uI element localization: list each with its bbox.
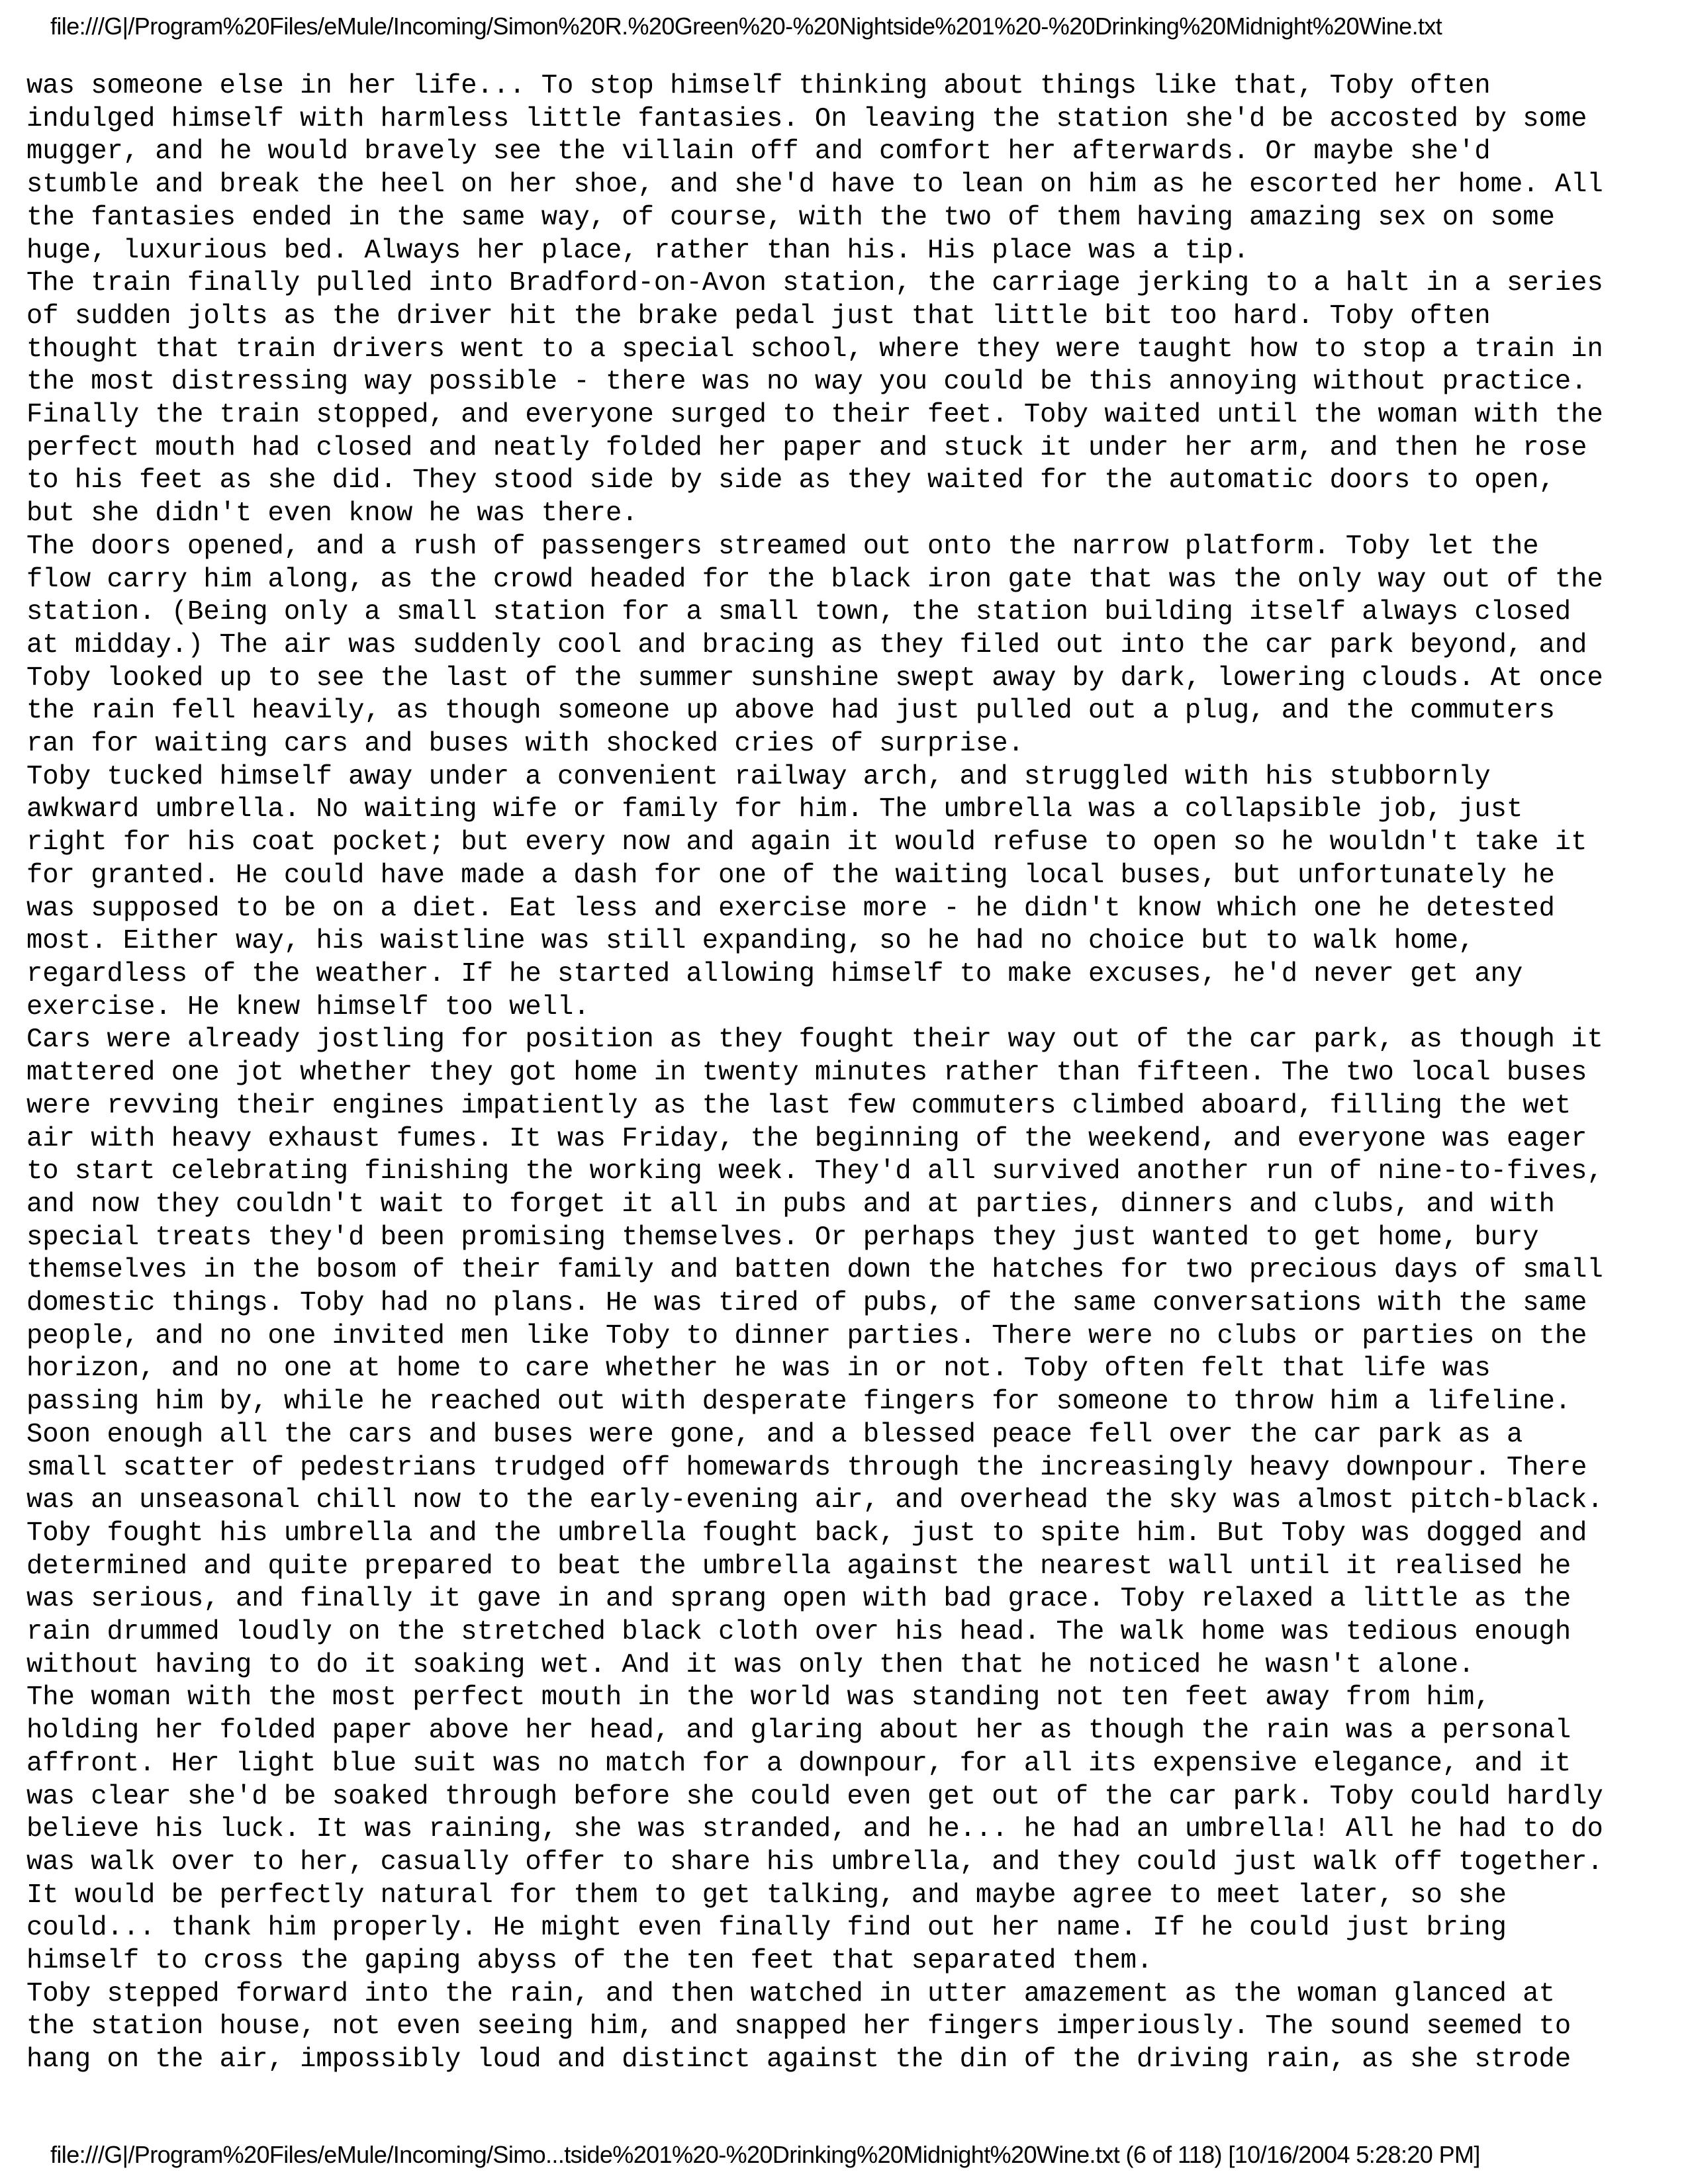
text-line: was an unseasonal chill now to the early-evening air, and overhead the sky was almost pitch-black. xyxy=(26,1485,1603,1516)
text-line: without having to do it soaking wet. And it was only then that he noticed he wasn't alone. xyxy=(26,1649,1475,1680)
text-line: was supposed to be on a diet. Eat less and exercise more - he didn't know which one he detested xyxy=(26,893,1555,924)
text-line: station. (Being only a small station for a small town, the station building itself always closed xyxy=(26,597,1571,628)
text-line: but she didn't even know he was there. xyxy=(26,498,638,529)
text-line: right for his coat pocket; but every now and again it would refuse to open so he wouldn't take it xyxy=(26,827,1587,858)
text-line: It would be perfectly natural for them to get talking, and maybe agree to meet later, so she xyxy=(26,1880,1507,1911)
text-line: Toby stepped forward into the rain, and then watched in utter amazement as the woman glanced at xyxy=(26,1978,1555,2009)
text-line: was someone else in her life... To stop himself thinking about things like that, Toby often xyxy=(26,71,1491,101)
text-line: determined and quite prepared to beat the umbrella against the nearest wall until it realised he xyxy=(26,1551,1571,1582)
text-line: rain drummed loudly on the stretched black cloth over his head. The walk home was tedious enough xyxy=(26,1617,1571,1648)
page-footer: file:///G|/Program%20Files/eMule/Incoming/Simo...tside%201%20-%20Drinking%20Midnight%20Wine.txt (6 of 118) [10/16/2004 5:28:20 PM] xyxy=(50,2141,1480,2168)
text-line: thought that train drivers went to a special school, where they were taught how to stop a train in xyxy=(26,334,1603,365)
text-line: indulged himself with harmless little fantasies. On leaving the station she'd be accosted by some xyxy=(26,103,1587,134)
text-line: Finally the train stopped, and everyone surged to their feet. Toby waited until the woman with the xyxy=(26,400,1603,431)
text-line: Toby tucked himself away under a convenient railway arch, and struggled with his stubbornly xyxy=(26,761,1491,792)
text-line: domestic things. Toby had no plans. He was tired of pubs, of the same conversations with the same xyxy=(26,1288,1587,1319)
text-line: and now they couldn't wait to forget it all in pubs and at parties, dinners and clubs, and with xyxy=(26,1189,1555,1220)
text-line: perfect mouth had closed and neatly folded her paper and stuck it under her arm, and then he rose xyxy=(26,432,1587,463)
text-line: The doors opened, and a rush of passengers streamed out onto the narrow platform. Toby let the xyxy=(26,531,1539,562)
text-line: of sudden jolts as the driver hit the brake pedal just that little bit too hard. Toby often xyxy=(26,300,1491,332)
text-line: Toby fought his umbrella and the umbrella fought back, just to spite him. But Toby was dogged and xyxy=(26,1518,1587,1549)
text-line: huge, luxurious bed. Always her place, rather than his. His place was a tip. xyxy=(26,235,1250,266)
text-line: horizon, and no one at home to care whether he was in or not. Toby often felt that life was xyxy=(26,1353,1491,1385)
text-line: Soon enough all the cars and buses were gone, and a blessed peace fell over the car park as a xyxy=(26,1419,1523,1450)
text-line: The train finally pulled into Bradford-on-Avon station, the carriage jerking to a halt in a series xyxy=(26,268,1603,299)
text-line: the rain fell heavily, as though someone up above had just pulled out a plug, and the commuters xyxy=(26,696,1555,727)
text-line: the fantasies ended in the same way, of course, with the two of them having amazing sex on some xyxy=(26,202,1555,233)
text-line: holding her folded paper above her head, and glaring about her as though the rain was a personal xyxy=(26,1715,1571,1747)
text-line: Toby looked up to see the last of the summer sunshine swept away by dark, lowering clouds. At once xyxy=(26,662,1603,694)
text-line: exercise. He knew himself too well. xyxy=(26,991,590,1023)
text-line: believe his luck. It was raining, she was stranded, and he... he had an umbrella! All he had to do xyxy=(26,1814,1603,1845)
text-line: to his feet as she did. They stood side by side as they waited for the automatic doors to open, xyxy=(26,465,1555,496)
text-line: The woman with the most perfect mouth in the world was standing not ten feet away from him, xyxy=(26,1682,1491,1713)
text-line: air with heavy exhaust fumes. It was Friday, the beginning of the weekend, and everyone was eager xyxy=(26,1123,1587,1154)
text-line: could... thank him properly. He might even finally find out her name. If he could just bring xyxy=(26,1913,1507,1944)
text-line: stumble and break the heel on her shoe, and she'd have to lean on him as he escorted her home. All xyxy=(26,169,1603,201)
text-line: Cars were already jostling for position as they fought their way out of the car park, as though it xyxy=(26,1024,1603,1056)
text-line: at midday.) The air was suddenly cool and bracing as they filed out into the car park beyond, and xyxy=(26,629,1587,660)
text-line: affront. Her light blue suit was no match for a downpour, for all its expensive elegance, and it xyxy=(26,1748,1571,1779)
text-line: regardless of the weather. If he started allowing himself to make excuses, he'd never get any xyxy=(26,958,1523,989)
text-line: were revving their engines impatiently as the last few commuters climbed aboard, filling the wet xyxy=(26,1090,1571,1121)
page-header-url: file:///G|/Program%20Files/eMule/Incoming/Simon%20R.%20Green%20-%20Nightside%201%20-%20Drinking%20Midnight%20Wine.txt xyxy=(50,13,1442,40)
text-line: people, and no one invited men like Toby to dinner parties. There were no clubs or parties on the xyxy=(26,1320,1587,1351)
text-line: passing him by, while he reached out with desperate fingers for someone to throw him a lifeline. xyxy=(26,1387,1571,1418)
text-line: awkward umbrella. No waiting wife or family for him. The umbrella was a collapsible job, just xyxy=(26,794,1523,825)
text-line: ran for waiting cars and buses with shocked cries of surprise. xyxy=(26,729,1024,760)
text-line: themselves in the bosom of their family and batten down the hatches for two precious days of small xyxy=(26,1255,1603,1286)
text-line: small scatter of pedestrians trudged off homewards through the increasingly heavy downpour. There xyxy=(26,1452,1587,1483)
text-line: the station house, not even seeing him, and snapped her fingers imperiously. The sound seemed to xyxy=(26,2011,1571,2042)
text-line: himself to cross the gaping abyss of the ten feet that separated them. xyxy=(26,1946,1153,1977)
text-line: was walk over to her, casually offer to share his umbrella, and they could just walk off together. xyxy=(26,1846,1603,1878)
text-line: was clear she'd be soaked through before she could even get out of the car park. Toby could hardly xyxy=(26,1781,1603,1812)
text-line: hang on the air, impossibly loud and distinct against the din of the driving rain, as she strode xyxy=(26,2044,1571,2075)
text-line: to start celebrating finishing the working week. They'd all survived another run of nine-to-fives, xyxy=(26,1156,1603,1187)
document-body-text xyxy=(26,70,1668,2077)
text-line: was serious, and finally it gave in and sprang open with bad grace. Toby relaxed a little as the xyxy=(26,1584,1571,1615)
text-line: mugger, and he would bravely see the villain off and comfort her afterwards. Or maybe she'd xyxy=(26,136,1491,167)
text-line: flow carry him along, as the crowd headed for the black iron gate that was the only way out of the xyxy=(26,564,1603,595)
text-line: special treats they'd been promising themselves. Or perhaps they just wanted to get home, bury xyxy=(26,1222,1539,1253)
text-line: mattered one jot whether they got home in twenty minutes rather than fifteen. The two local buses xyxy=(26,1058,1587,1089)
text-line: the most distressing way possible - there was no way you could be this annoying without practice. xyxy=(26,367,1587,398)
text-line: for granted. He could have made a dash for one of the waiting local buses, but unfortunately he xyxy=(26,860,1555,891)
text-line: most. Either way, his waistline was still expanding, so he had no choice but to walk home, xyxy=(26,926,1475,957)
